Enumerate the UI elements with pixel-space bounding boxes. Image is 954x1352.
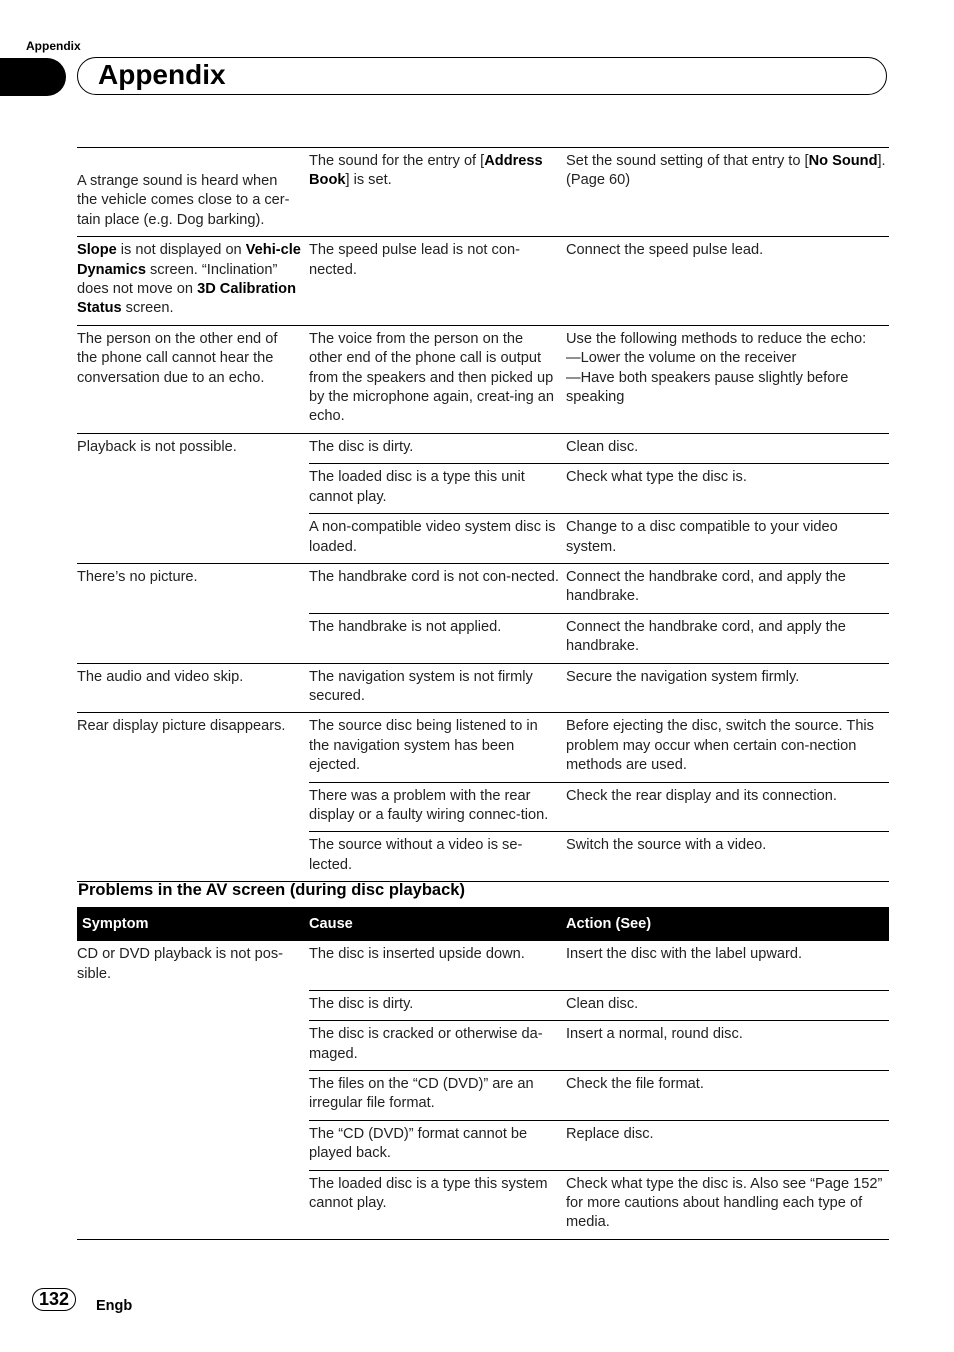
page-number: 132	[32, 1288, 76, 1311]
cause-cell: The loaded disc is a type this unit cannot play.	[309, 464, 566, 514]
table-header-row	[77, 907, 889, 941]
language-code: Engb	[96, 1298, 133, 1314]
cause-cell: The “CD (DVD)” format cannot be played back.	[309, 1120, 566, 1170]
action-cell: Check what type the disc is. Also see “Page 152” for more cautions about handling each type of media.	[566, 1170, 889, 1239]
action-cell: Replace disc.	[566, 1120, 889, 1170]
table-row	[77, 1021, 889, 1071]
table-row	[77, 613, 889, 663]
symptom-cell	[77, 1021, 309, 1071]
action-cell: Connect the speed pulse lead.	[566, 237, 889, 326]
title-banner	[77, 57, 887, 95]
table-row	[77, 433, 889, 463]
cause-cell: The navigation system is not firmly secured.	[309, 663, 566, 713]
table-row	[77, 832, 889, 882]
action-cell: Connect the handbrake cord, and apply the handbrake.	[566, 563, 889, 613]
cause-cell: The speed pulse lead is not con-nected.	[309, 237, 566, 326]
column-header-action: Action (See)	[566, 907, 889, 941]
action-cell: Clean disc.	[566, 433, 889, 463]
cause-cell: The source without a video is se-lected.	[309, 832, 566, 882]
action-cell: Check the rear display and its connection.	[566, 782, 889, 832]
action-cell: Set the sound setting of that entry to [No Sound]. (Page 60)	[566, 148, 889, 237]
symptom-cell: Playback is not possible.	[77, 438, 237, 455]
table-row	[77, 464, 889, 514]
action-cell: Connect the handbrake cord, and apply the handbrake.	[566, 613, 889, 663]
cause-cell: The disc is inserted upside down.	[309, 941, 566, 990]
table-row	[77, 941, 889, 990]
column-header-cause: Cause	[309, 907, 566, 941]
action-cell: Before ejecting the disc, switch the source. This problem may occur when certain con-nection methods are used.	[566, 713, 889, 782]
symptom-cell	[77, 1070, 309, 1120]
table-row	[77, 782, 889, 832]
action-cell: Switch the source with a video.	[566, 832, 889, 882]
table-row	[77, 1170, 889, 1239]
symptom-cell: Slope is not displayed on Vehi-cle Dynamics screen. “Inclination” does not move on 3D Calibration Status screen.	[77, 237, 309, 326]
symptom-cell	[77, 832, 309, 882]
symptom-cell	[77, 1170, 309, 1239]
symptom-cell	[77, 782, 309, 832]
action-cell: Insert a normal, round disc.	[566, 1021, 889, 1071]
cause-cell: The sound for the entry of [Address Book] is set.	[309, 148, 566, 237]
symptom-cell: Rear display picture disappears.	[77, 718, 286, 735]
table-row	[77, 563, 889, 613]
cause-cell: There was a problem with the rear display or a faulty wiring connec-tion.	[309, 782, 566, 832]
cause-cell: The disc is dirty.	[309, 433, 566, 463]
cause-cell: A non-compatible video system disc is loaded.	[309, 514, 566, 564]
section-heading: Problems in the AV screen (during disc playback)	[78, 881, 465, 899]
action-cell: Change to a disc compatible to your video system.	[566, 514, 889, 564]
cause-cell: The disc is dirty.	[309, 990, 566, 1020]
running-head: Appendix	[26, 39, 81, 53]
section-tab-marker	[0, 58, 66, 96]
table-row	[77, 148, 889, 237]
symptom-cell	[77, 990, 309, 1020]
table-row	[77, 514, 889, 564]
action-cell: Clean disc.	[566, 990, 889, 1020]
symptom-cell: There’s no picture.	[77, 568, 198, 585]
table-row	[77, 713, 889, 782]
cause-cell: The voice from the person on the other end of the phone call is output from the speakers and then picked up by the microphone again, creat-ing an echo.	[309, 325, 566, 433]
symptom-cell	[77, 1120, 309, 1170]
action-cell: Check the file format.	[566, 1070, 889, 1120]
table-row	[77, 663, 889, 713]
action-cell: Insert the disc with the label upward.	[566, 941, 889, 990]
table-row	[77, 1120, 889, 1170]
table-row	[77, 1070, 889, 1120]
cause-cell: The loaded disc is a type this system cannot play.	[309, 1170, 566, 1239]
column-header-symptom: Symptom	[77, 907, 309, 941]
cause-cell: The files on the “CD (DVD)” are an irregular file format.	[309, 1070, 566, 1120]
table-row	[77, 325, 889, 433]
cause-cell: The handbrake cord is not con-nected.	[309, 563, 566, 613]
troubleshooting-table-continued	[77, 147, 889, 882]
symptom-cell	[77, 464, 309, 514]
table-row	[77, 990, 889, 1020]
cause-cell: The source disc being listened to in the navigation system has been ejected.	[309, 713, 566, 782]
symptom-cell: CD or DVD playback is not pos-sible.	[77, 946, 284, 982]
action-cell: Check what type the disc is.	[566, 464, 889, 514]
symptom-cell: The audio and video skip.	[77, 663, 309, 713]
symptom-cell	[77, 514, 309, 564]
table-row	[77, 237, 889, 326]
action-cell: Secure the navigation system firmly.	[566, 663, 889, 713]
action-cell: Use the following methods to reduce the echo: —Lower the volume on the receiver —Have both speakers pause slightly before speaking	[566, 325, 889, 433]
cause-cell: The disc is cracked or otherwise da-maged.	[309, 1021, 566, 1071]
symptom-cell: The person on the other end of the phone call cannot hear the conversation due to an echo.	[77, 325, 309, 433]
cause-cell: The handbrake is not applied.	[309, 613, 566, 663]
page-title: Appendix	[98, 59, 226, 90]
symptom-cell: A strange sound is heard when the vehicle comes close to a cer-tain place (e.g. Dog barking).	[77, 148, 309, 237]
symptom-cell	[77, 613, 309, 663]
av-screen-problems-table	[77, 907, 889, 1240]
